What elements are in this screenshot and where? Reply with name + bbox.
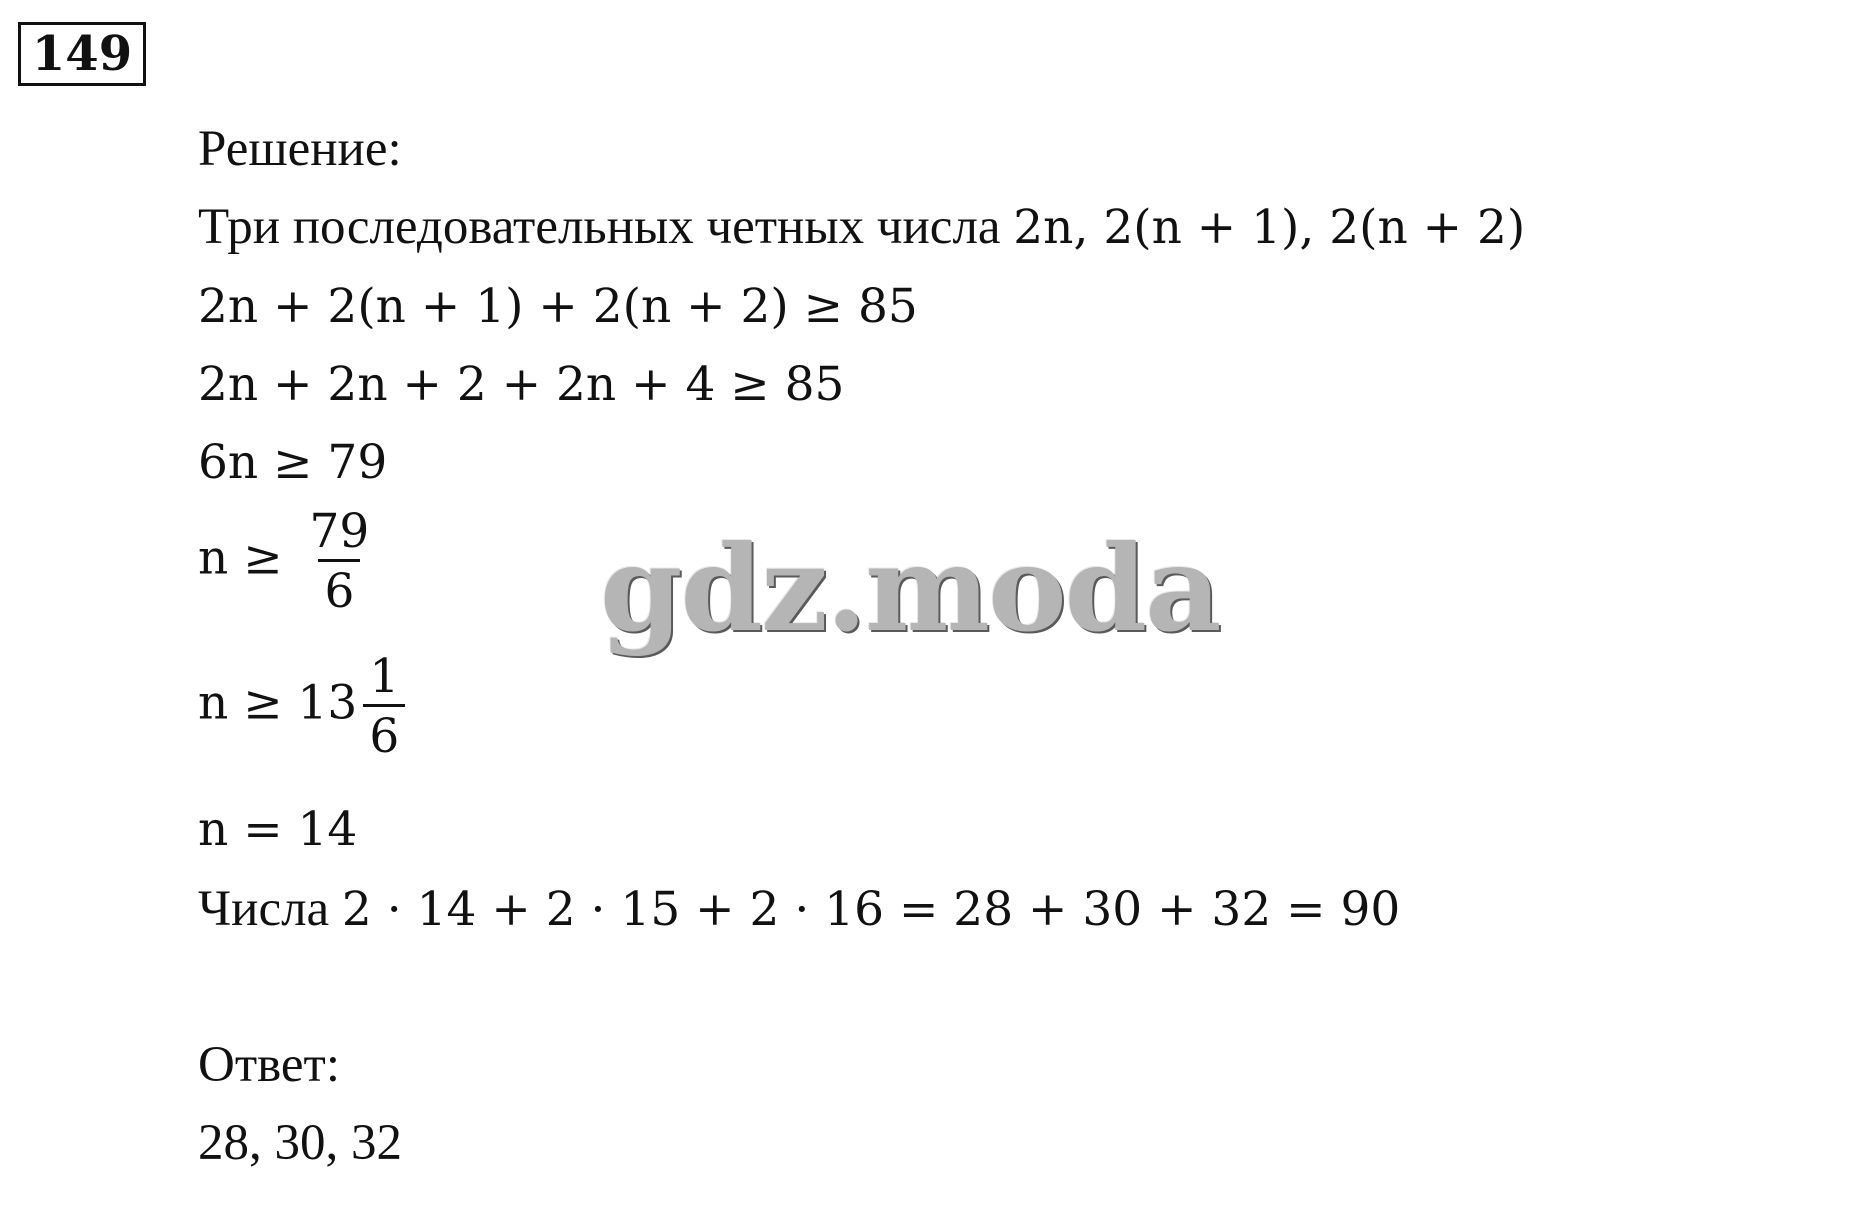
mixed-fraction-denominator: 6 bbox=[363, 704, 405, 760]
mixed-fraction-numerator: 1 bbox=[369, 649, 400, 704]
result-n: n = 14 bbox=[198, 802, 358, 857]
answer-value: 28, 30, 32 bbox=[198, 1115, 402, 1171]
step-3: 6n ≥ 79 bbox=[198, 435, 388, 490]
fraction-numerator: 79 bbox=[309, 504, 370, 559]
mixed-step-lhs: n ≥ 13 bbox=[198, 675, 358, 731]
answer-label: Ответ: bbox=[198, 1037, 340, 1093]
numbers-expression: 2 · 14 + 2 · 15 + 2 · 16 = 28 + 30 + 32 = 90 bbox=[341, 882, 1401, 937]
numbers-line bbox=[198, 881, 1401, 937]
mixed-step bbox=[198, 649, 405, 764]
fraction bbox=[304, 504, 376, 619]
intro-expression: 2n, 2(n + 1), 2(n + 2) bbox=[1013, 200, 1526, 255]
fraction-step-lhs: n ≥ bbox=[198, 530, 298, 586]
step-2: 2n + 2n + 2 + 2n + 4 ≥ 85 bbox=[198, 357, 845, 412]
numbers-label: Числа bbox=[198, 881, 342, 937]
fraction-denominator: 6 bbox=[318, 559, 360, 615]
intro-text: Три последовательных четных числа bbox=[198, 199, 1014, 255]
problem-number: 149 bbox=[18, 22, 146, 86]
solution-label: Решение: bbox=[198, 121, 402, 177]
intro-line bbox=[198, 199, 1526, 255]
mixed-fraction bbox=[363, 649, 405, 764]
step-1: 2n + 2(n + 1) + 2(n + 2) ≥ 85 bbox=[198, 279, 918, 334]
watermark: gdz.moda bbox=[600, 519, 1220, 658]
fraction-step bbox=[198, 504, 375, 619]
